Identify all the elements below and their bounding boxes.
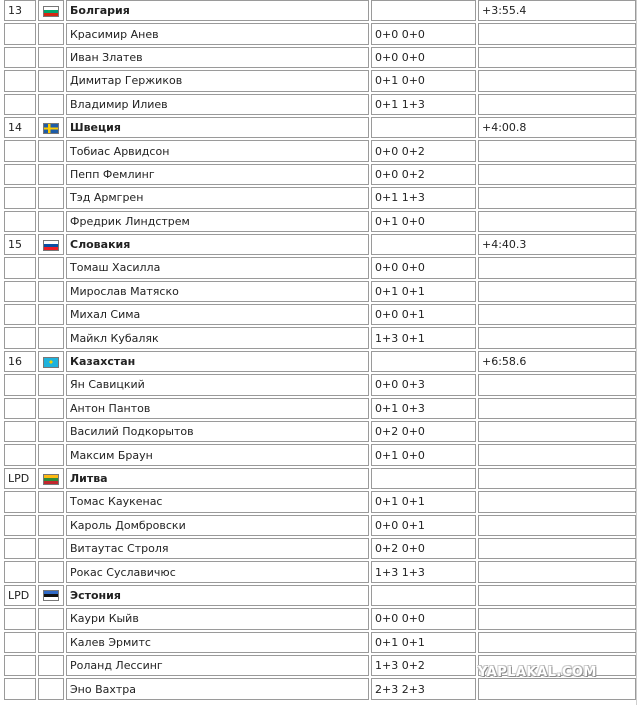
athlete-flag-cell	[38, 561, 64, 582]
athlete-position	[4, 444, 36, 465]
team-shooting	[371, 585, 476, 606]
flag-sweden-icon	[43, 123, 59, 134]
team-country: Казахстан	[66, 351, 369, 372]
athlete-flag-cell	[38, 327, 64, 348]
athlete-name: Кароль Домбровски	[66, 515, 369, 536]
athlete-time	[478, 515, 636, 536]
flag-bulgaria-icon	[43, 6, 59, 17]
athlete-time	[478, 374, 636, 395]
team-shooting	[371, 234, 476, 255]
flag-kazakhstan-icon	[43, 357, 59, 368]
team-row	[4, 468, 636, 489]
athlete-time	[478, 164, 636, 185]
team-country: Болгария	[66, 0, 369, 21]
athlete-time	[478, 23, 636, 44]
team-shooting	[371, 351, 476, 372]
athlete-shooting: 0+1 1+3	[371, 94, 476, 115]
athlete-position	[4, 187, 36, 208]
flag-estonia-icon	[43, 590, 59, 601]
team-flag-cell	[38, 351, 64, 372]
athlete-row	[4, 70, 636, 91]
athlete-row	[4, 211, 636, 232]
athlete-row	[4, 23, 636, 44]
athlete-row	[4, 94, 636, 115]
team-shooting	[371, 468, 476, 489]
athlete-position	[4, 70, 36, 91]
athlete-flag-cell	[38, 632, 64, 653]
team-time	[478, 585, 636, 606]
team-flag-cell	[38, 234, 64, 255]
athlete-shooting: 0+0 0+1	[371, 304, 476, 325]
team-shooting	[371, 0, 476, 21]
team-position: 16	[4, 351, 36, 372]
athlete-row	[4, 444, 636, 465]
athlete-time	[478, 608, 636, 629]
athlete-flag-cell	[38, 678, 64, 699]
team-flag-cell	[38, 0, 64, 21]
athlete-name: Антон Пантов	[66, 398, 369, 419]
athlete-time	[478, 140, 636, 161]
athlete-name: Димитар Гержиков	[66, 70, 369, 91]
athlete-time	[478, 421, 636, 442]
athlete-shooting: 0+1 0+1	[371, 491, 476, 512]
athlete-position	[4, 327, 36, 348]
athlete-name: Красимир Анев	[66, 23, 369, 44]
athlete-position	[4, 140, 36, 161]
athlete-row	[4, 398, 636, 419]
athlete-flag-cell	[38, 23, 64, 44]
team-flag-cell	[38, 468, 64, 489]
athlete-flag-cell	[38, 187, 64, 208]
athlete-time	[478, 327, 636, 348]
athlete-position	[4, 164, 36, 185]
athlete-row	[4, 678, 636, 699]
athlete-time	[478, 70, 636, 91]
athlete-shooting: 0+2 0+0	[371, 538, 476, 559]
athlete-name: Тобиас Арвидсон	[66, 140, 369, 161]
athlete-time	[478, 47, 636, 68]
athlete-shooting: 0+0 0+3	[371, 374, 476, 395]
team-country: Эстония	[66, 585, 369, 606]
athlete-name: Мирослав Матяско	[66, 281, 369, 302]
athlete-time	[478, 211, 636, 232]
team-country: Литва	[66, 468, 369, 489]
athlete-name: Михал Сима	[66, 304, 369, 325]
team-time: +4:40.3	[478, 234, 636, 255]
team-time: +3:55.4	[478, 0, 636, 21]
athlete-flag-cell	[38, 374, 64, 395]
athlete-position	[4, 281, 36, 302]
athlete-time	[478, 491, 636, 512]
athlete-time	[478, 632, 636, 653]
team-time: +6:58.6	[478, 351, 636, 372]
athlete-name: Ян Савицкий	[66, 374, 369, 395]
athlete-shooting: 0+1 0+0	[371, 211, 476, 232]
team-country: Швеция	[66, 117, 369, 138]
athlete-shooting: 0+1 0+0	[371, 70, 476, 91]
athlete-row	[4, 608, 636, 629]
athlete-name: Фредрик Линдстрем	[66, 211, 369, 232]
athlete-flag-cell	[38, 515, 64, 536]
team-flag-cell	[38, 117, 64, 138]
athlete-row	[4, 632, 636, 653]
athlete-name: Максим Браун	[66, 444, 369, 465]
athlete-time	[478, 538, 636, 559]
athlete-position	[4, 374, 36, 395]
athlete-time	[478, 281, 636, 302]
athlete-name: Василий Подкорытов	[66, 421, 369, 442]
athlete-row	[4, 164, 636, 185]
athlete-position	[4, 678, 36, 699]
team-row	[4, 585, 636, 606]
athlete-row	[4, 257, 636, 278]
athlete-shooting: 0+0 0+0	[371, 23, 476, 44]
athlete-shooting: 0+1 1+3	[371, 187, 476, 208]
team-row	[4, 234, 636, 255]
team-country: Словакия	[66, 234, 369, 255]
athlete-position	[4, 304, 36, 325]
athlete-flag-cell	[38, 538, 64, 559]
athlete-position	[4, 655, 36, 676]
flag-slovakia-icon	[43, 240, 59, 251]
athlete-name: Роланд Лессинг	[66, 655, 369, 676]
athlete-position	[4, 94, 36, 115]
athlete-name: Рокас Суславичюс	[66, 561, 369, 582]
athlete-shooting: 0+0 0+0	[371, 608, 476, 629]
athlete-shooting: 0+0 0+0	[371, 257, 476, 278]
athlete-time	[478, 94, 636, 115]
athlete-name: Майкл Кубаляк	[66, 327, 369, 348]
athlete-position	[4, 561, 36, 582]
team-position: 15	[4, 234, 36, 255]
athlete-flag-cell	[38, 655, 64, 676]
team-time	[478, 468, 636, 489]
athlete-time	[478, 187, 636, 208]
team-flag-cell	[38, 585, 64, 606]
athlete-row	[4, 47, 636, 68]
athlete-name: Томас Каукенас	[66, 491, 369, 512]
athlete-flag-cell	[38, 444, 64, 465]
team-position: LPD	[4, 468, 36, 489]
athlete-flag-cell	[38, 281, 64, 302]
athlete-name: Томаш Хасилла	[66, 257, 369, 278]
athlete-shooting: 0+1 0+0	[371, 444, 476, 465]
athlete-shooting: 0+1 0+1	[371, 632, 476, 653]
team-row	[4, 0, 636, 21]
athlete-flag-cell	[38, 94, 64, 115]
athlete-shooting: 0+1 0+3	[371, 398, 476, 419]
athlete-row	[4, 421, 636, 442]
athlete-shooting: 0+0 0+2	[371, 140, 476, 161]
athlete-shooting: 0+0 0+1	[371, 515, 476, 536]
athlete-shooting: 1+3 0+2	[371, 655, 476, 676]
athlete-flag-cell	[38, 304, 64, 325]
athlete-row	[4, 327, 636, 348]
athlete-name: Калев Эрмитс	[66, 632, 369, 653]
results-table	[2, 0, 638, 702]
athlete-shooting: 0+0 0+0	[371, 47, 476, 68]
athlete-name: Витаутас Строля	[66, 538, 369, 559]
athlete-position	[4, 47, 36, 68]
athlete-flag-cell	[38, 164, 64, 185]
athlete-row	[4, 187, 636, 208]
athlete-position	[4, 398, 36, 419]
athlete-name: Эно Вахтра	[66, 678, 369, 699]
athlete-time	[478, 257, 636, 278]
athlete-position	[4, 421, 36, 442]
athlete-flag-cell	[38, 70, 64, 91]
team-row	[4, 117, 636, 138]
athlete-shooting: 1+3 0+1	[371, 327, 476, 348]
team-position: 13	[4, 0, 36, 21]
athlete-position	[4, 632, 36, 653]
team-position: 14	[4, 117, 36, 138]
athlete-row	[4, 515, 636, 536]
athlete-name: Каури Кыйв	[66, 608, 369, 629]
team-shooting	[371, 117, 476, 138]
athlete-time	[478, 678, 636, 699]
team-time: +4:00.8	[478, 117, 636, 138]
athlete-time	[478, 561, 636, 582]
athlete-row	[4, 561, 636, 582]
athlete-shooting: 2+3 2+3	[371, 678, 476, 699]
athlete-name: Иван Златев	[66, 47, 369, 68]
athlete-shooting: 1+3 1+3	[371, 561, 476, 582]
athlete-shooting: 0+0 0+2	[371, 164, 476, 185]
athlete-row	[4, 491, 636, 512]
athlete-position	[4, 491, 36, 512]
athlete-flag-cell	[38, 211, 64, 232]
athlete-row	[4, 304, 636, 325]
athlete-position	[4, 257, 36, 278]
athlete-flag-cell	[38, 257, 64, 278]
athlete-row	[4, 140, 636, 161]
athlete-time	[478, 304, 636, 325]
athlete-position	[4, 515, 36, 536]
watermark-logo: YAPLAKAL.COM	[478, 665, 597, 680]
team-row	[4, 351, 636, 372]
athlete-position	[4, 211, 36, 232]
athlete-position	[4, 608, 36, 629]
athlete-flag-cell	[38, 140, 64, 161]
athlete-name: Владимир Илиев	[66, 94, 369, 115]
athlete-shooting: 0+2 0+0	[371, 421, 476, 442]
athlete-flag-cell	[38, 47, 64, 68]
athlete-row	[4, 538, 636, 559]
athlete-flag-cell	[38, 608, 64, 629]
athlete-flag-cell	[38, 398, 64, 419]
team-position: LPD	[4, 585, 36, 606]
athlete-row	[4, 281, 636, 302]
athlete-time	[478, 398, 636, 419]
athlete-name: Тэд Армгрен	[66, 187, 369, 208]
athlete-flag-cell	[38, 421, 64, 442]
athlete-shooting: 0+1 0+1	[371, 281, 476, 302]
page-border	[636, 0, 637, 705]
athlete-time	[478, 444, 636, 465]
flag-lithuania-icon	[43, 474, 59, 485]
athlete-flag-cell	[38, 491, 64, 512]
athlete-position	[4, 23, 36, 44]
athlete-name: Пепп Фемлинг	[66, 164, 369, 185]
athlete-row	[4, 374, 636, 395]
athlete-position	[4, 538, 36, 559]
